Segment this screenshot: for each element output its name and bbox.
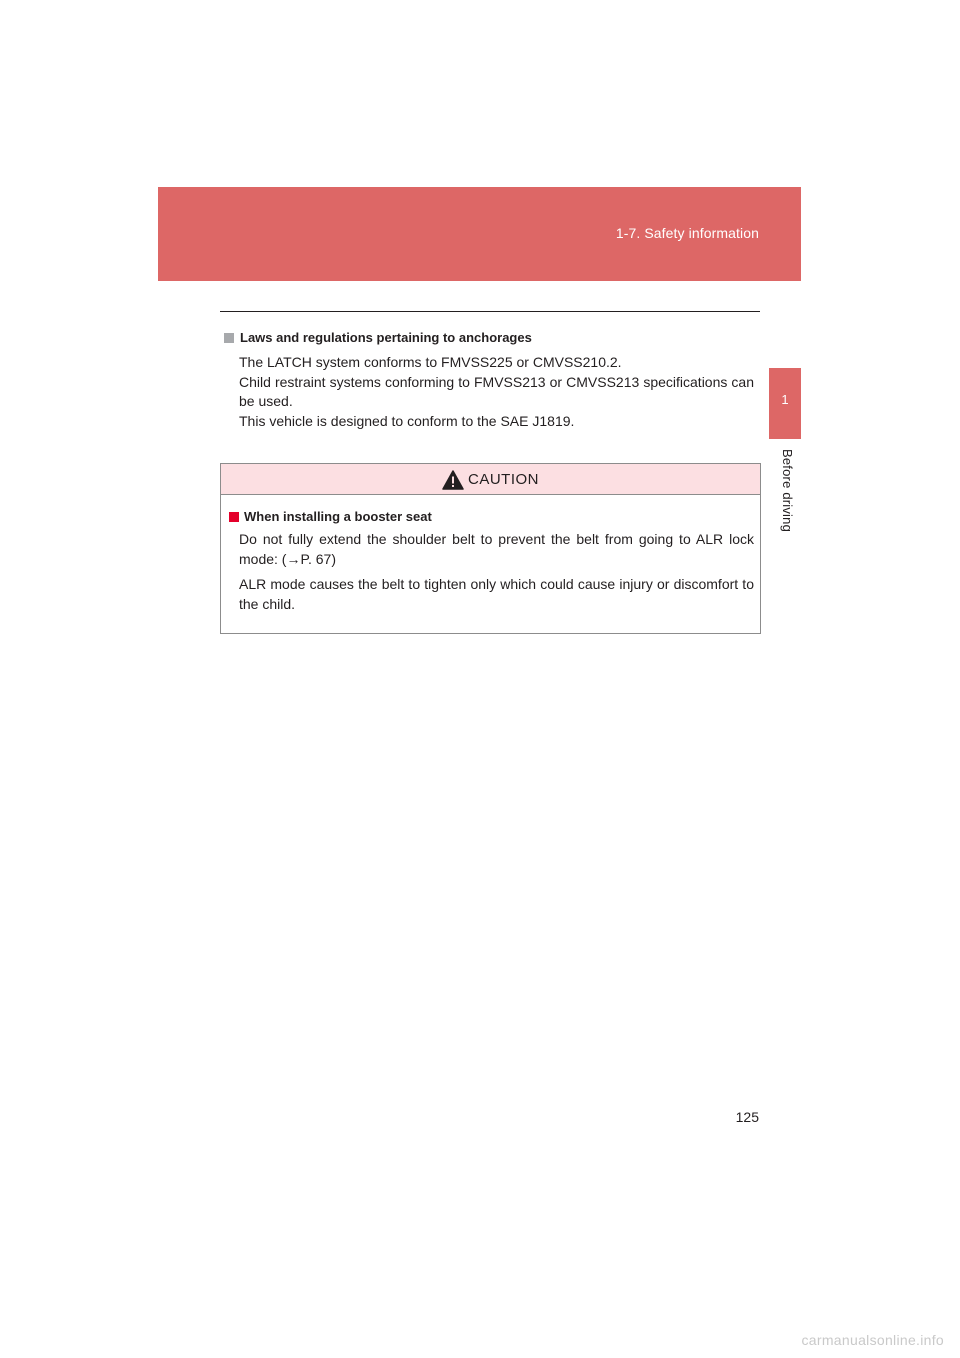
watermark: carmanualsonline.info: [801, 1332, 944, 1348]
caution-heading: [229, 509, 754, 524]
caution-body: [239, 530, 754, 614]
chapter-number: 1: [781, 392, 789, 407]
section-heading: [220, 330, 760, 345]
section-line: This vehicle is designed to conform to the SAE J1819.: [239, 412, 575, 429]
caution-title: CAUTION: [468, 470, 539, 488]
caution-paragraph: ALR mode causes the belt to tighten only which could cause injury or discomfort to the child.: [239, 576, 754, 612]
caution-heading-text: When installing a booster seat: [244, 509, 432, 524]
chapter-header-band: [158, 187, 801, 281]
warning-triangle-icon: [442, 470, 464, 490]
section-line: Child restraint systems conforming to FMVSS213 or CMVSS213 specifications can be used.: [239, 373, 754, 409]
caution-header: [221, 464, 760, 495]
section-divider: [220, 311, 760, 312]
page-number: 125: [735, 1109, 759, 1125]
caution-content: [221, 495, 760, 614]
caution-box: [220, 463, 761, 634]
caution-paragraph: Do not fully extend the shoulder belt to prevent the belt from going to ALR lock mode: (→P. 67): [239, 531, 754, 567]
chapter-label: Before driving: [780, 449, 795, 533]
red-square-icon: [229, 512, 239, 522]
section-body: [239, 353, 754, 431]
section-line: The LATCH system conforms to FMVSS225 or CMVSS210.2.: [239, 354, 622, 370]
section-title: 1-7. Safety information: [615, 225, 759, 241]
chapter-tab: [769, 368, 801, 439]
section-heading-text: Laws and regulations pertaining to anchorages: [240, 330, 532, 345]
gray-square-icon: [224, 333, 234, 343]
anchorage-laws-section: [220, 330, 760, 431]
